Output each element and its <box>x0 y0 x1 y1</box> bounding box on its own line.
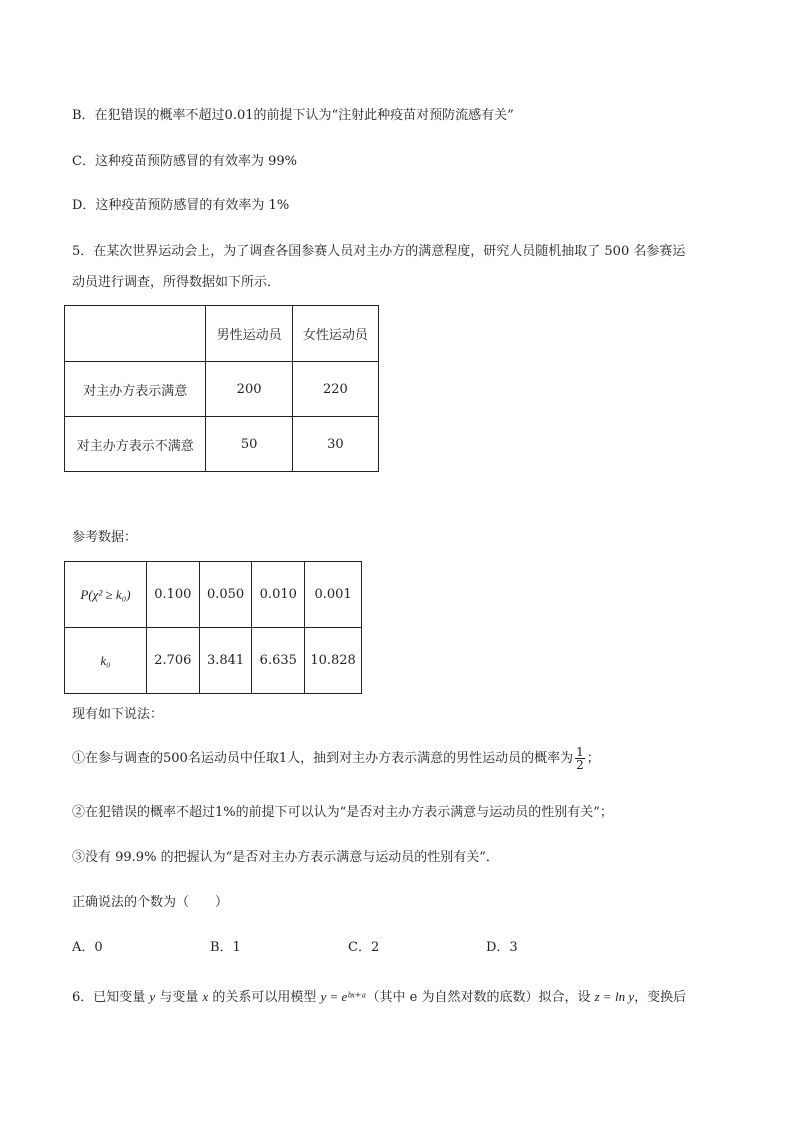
table-row <box>65 562 362 628</box>
statement-3: ③没有 99.9% 的把握认为“是否对主办方表示满意与运动员的性别有关”． <box>72 850 499 865</box>
choice-a[interactable]: A．0 <box>72 940 103 955</box>
q6-part-3: 的关系可以用模型 <box>208 990 321 1005</box>
cell: 30 <box>292 417 378 472</box>
fraction-one-half <box>575 746 585 771</box>
table-header-female: 女性运动员 <box>292 306 378 362</box>
choice-c[interactable]: C．2 <box>348 940 380 955</box>
choice-d[interactable]: D．3 <box>486 940 518 955</box>
var-x: x <box>202 989 209 1004</box>
fraction-denominator: 2 <box>576 758 584 772</box>
question-6 <box>72 986 686 1005</box>
statement-1 <box>72 746 600 772</box>
table-row <box>65 362 379 417</box>
cell: 0.100 <box>146 562 199 628</box>
answer-choices <box>72 936 518 955</box>
cell: 10.828 <box>305 628 362 694</box>
fraction-numerator: 1 <box>576 745 584 759</box>
table-row <box>65 628 362 694</box>
cell: 0.010 <box>252 562 305 628</box>
option-d: D．这种疫苗预防感冒的有效率为 1% <box>72 198 290 213</box>
model-formula: y = eᵇˣ⁺ᵃ <box>320 989 367 1004</box>
cell: 2.706 <box>146 628 199 694</box>
cell: 200 <box>206 362 292 417</box>
cell: 3.841 <box>199 628 252 694</box>
statement-1-text: ①在参与调查的500名运动员中任取1人，抽到对主办方表示满意的男性运动员的概率为 <box>72 751 574 766</box>
cell: 0.001 <box>305 562 362 628</box>
row-label: 对主办方表示不满意 <box>65 417 206 472</box>
chi-square-table <box>64 561 362 694</box>
cell: 6.635 <box>252 628 305 694</box>
question-prompt: 正确说法的个数为（ ） <box>72 895 229 910</box>
p-label: P(χ² ≥ k₀) <box>65 562 147 628</box>
q6-part-2: 与变量 <box>155 990 203 1005</box>
statement-1-end: ； <box>586 751 600 766</box>
question-5-line-1: 5．在某次世界运动会上，为了调查各国参赛人员对主办方的满意程度，研究人员随机抽取了 500 名参赛运 <box>72 244 686 259</box>
q6-part-5: ，变换后 <box>634 990 687 1005</box>
cell: 50 <box>206 417 292 472</box>
option-c: C．这种疫苗预防感冒的有效率为 99% <box>72 154 297 169</box>
survey-table <box>64 305 379 472</box>
statement-2: ②在犯错误的概率不超过1%的前提下可以认为“是否对主办方表示满意与运动员的性别有关”； <box>72 805 613 820</box>
option-b: B．在犯错误的概率不超过0.01的前提下认为“注射此种疫苗对预防流感有关” <box>72 108 514 123</box>
choice-b[interactable]: B．1 <box>210 940 241 955</box>
k-label: k₀ <box>65 628 147 694</box>
table-header-empty <box>65 306 206 362</box>
cell: 220 <box>292 362 378 417</box>
reference-label: 参考数据： <box>72 530 138 545</box>
row-label: 对主办方表示满意 <box>65 362 206 417</box>
table-header-male: 男性运动员 <box>206 306 292 362</box>
cell: 0.050 <box>199 562 252 628</box>
q6-part-4: （其中 e 为自然对数的底数）拟合，设 <box>366 990 595 1005</box>
q6-part-1: 6．已知变量 <box>72 990 150 1005</box>
substitution-formula: z = ln y <box>594 989 635 1004</box>
question-5-line-2: 动员进行调查，所得数据如下所示． <box>72 275 281 290</box>
table-row <box>65 417 379 472</box>
statements-intro: 现有如下说法： <box>72 707 164 722</box>
var-y: y <box>149 989 156 1004</box>
